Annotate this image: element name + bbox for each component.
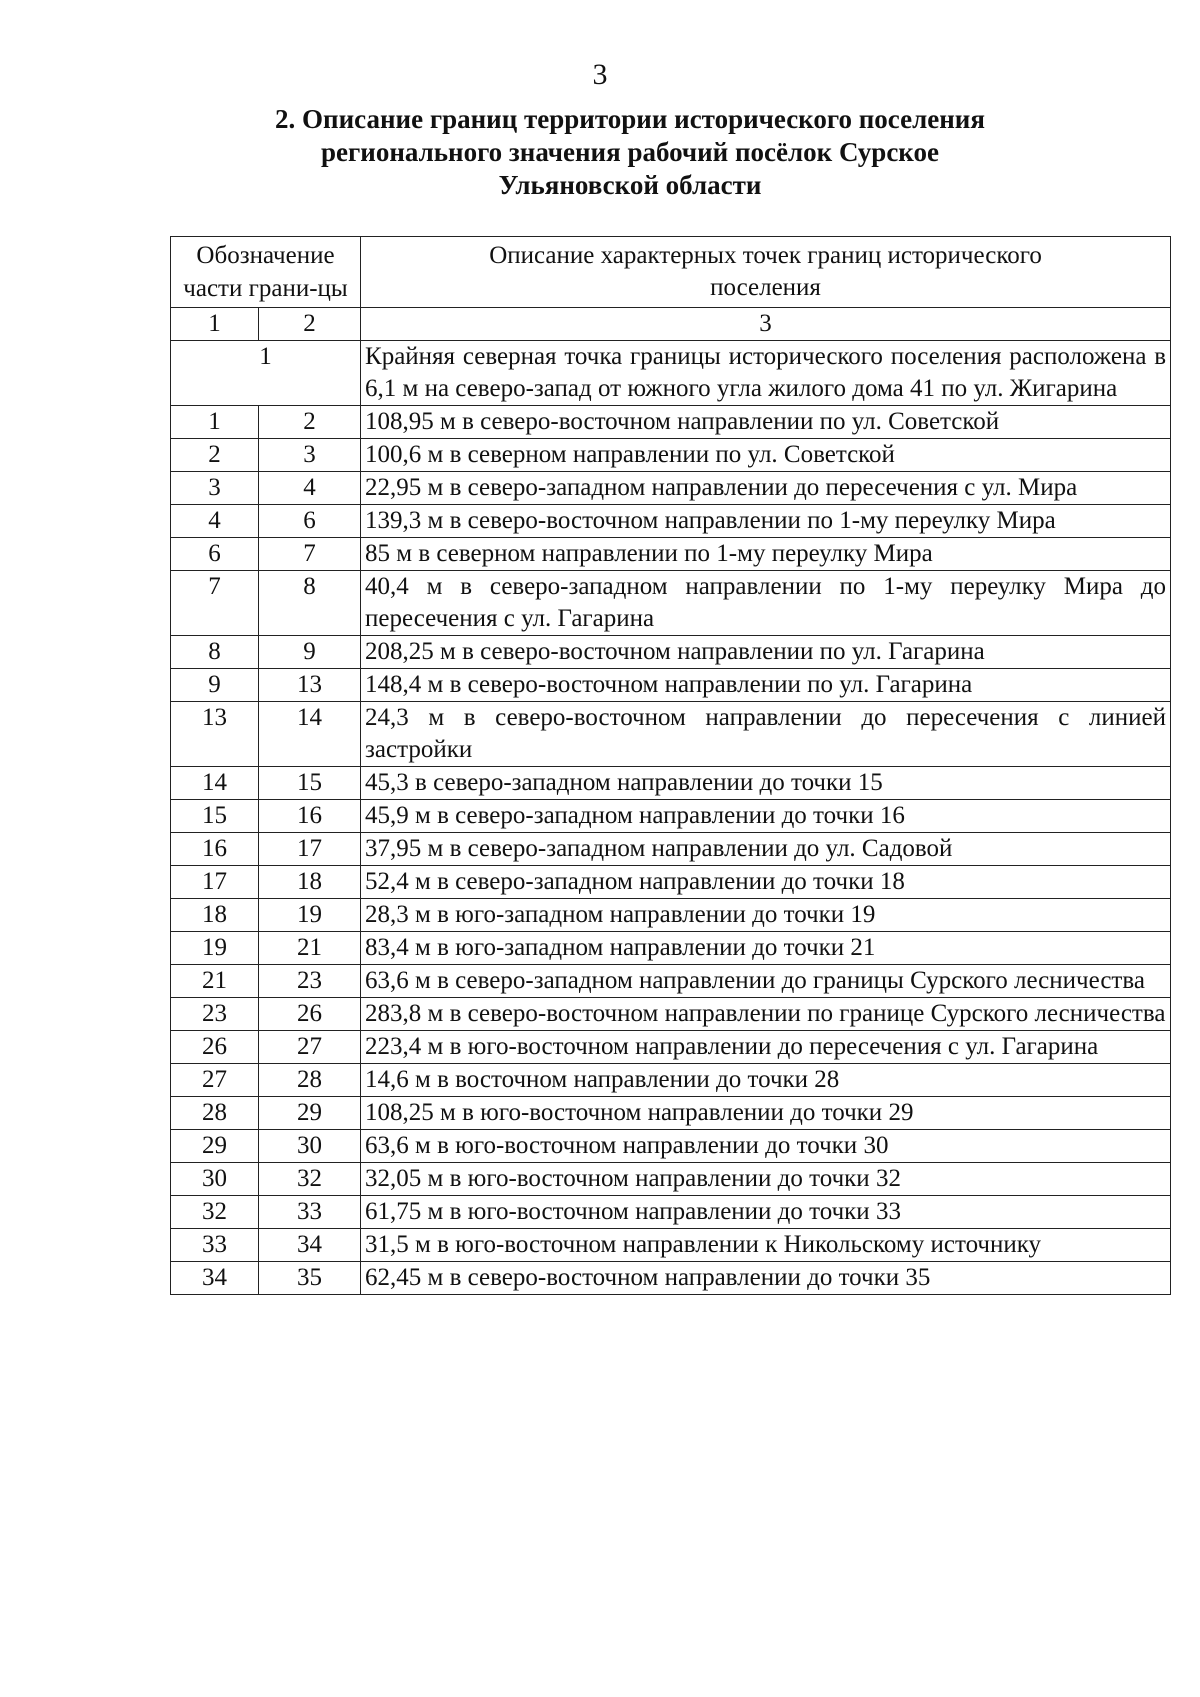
from-point: 27	[171, 1064, 259, 1097]
to-point: 9	[259, 636, 361, 669]
from-point: 14	[171, 767, 259, 800]
column-number: 3	[361, 308, 1171, 341]
segment-description: 85 м в северном направлении по 1-му переулку Мира	[361, 538, 1171, 571]
start-point-row	[171, 341, 1171, 406]
segment-description: 40,4 м в северо-западном направлении по 1-му переулку Мира до пересечения с ул. Гагарина	[361, 571, 1171, 636]
segment-description: 22,95 м в северо-западном направлении до пересечения с ул. Мира	[361, 472, 1171, 505]
to-point: 29	[259, 1097, 361, 1130]
from-point: 15	[171, 800, 259, 833]
table-row	[171, 669, 1171, 702]
segment-description: 63,6 м в юго-восточном направлении до точки 30	[361, 1130, 1171, 1163]
to-point: 19	[259, 899, 361, 932]
to-point: 21	[259, 932, 361, 965]
to-point: 32	[259, 1163, 361, 1196]
segment-description: 61,75 м в юго-восточном направлении до точки 33	[361, 1196, 1171, 1229]
table-row	[171, 932, 1171, 965]
from-point: 17	[171, 866, 259, 899]
to-point: 8	[259, 571, 361, 636]
column-numbers-row	[171, 308, 1171, 341]
table-row	[171, 1130, 1171, 1163]
to-point: 6	[259, 505, 361, 538]
to-point: 34	[259, 1229, 361, 1262]
table-row	[171, 1097, 1171, 1130]
boundary-points-table	[170, 236, 1171, 1295]
table-row	[171, 505, 1171, 538]
table-row	[171, 866, 1171, 899]
segment-description: 28,3 м в юго-западном направлении до точки 19	[361, 899, 1171, 932]
table-row	[171, 571, 1171, 636]
table-row	[171, 439, 1171, 472]
to-point: 35	[259, 1262, 361, 1295]
from-point: 18	[171, 899, 259, 932]
segment-description: 83,4 м в юго-западном направлении до точки 21	[361, 932, 1171, 965]
from-point: 3	[171, 472, 259, 505]
table-row	[171, 472, 1171, 505]
title-line: 2. Описание границ территории исторического поселения	[275, 104, 985, 134]
segment-description: 24,3 м в северо-восточном направлении до пересечения с линией застройки	[361, 702, 1171, 767]
segment-description: 108,95 м в северо-восточном направлении по ул. Советской	[361, 406, 1171, 439]
table-row	[171, 1229, 1171, 1262]
segment-description: 139,3 м в северо-восточном направлении по 1-му переулку Мира	[361, 505, 1171, 538]
segment-description: 37,95 м в северо-западном направлении до ул. Садовой	[361, 833, 1171, 866]
from-point: 19	[171, 932, 259, 965]
table-row	[171, 998, 1171, 1031]
to-point: 23	[259, 965, 361, 998]
from-point: 23	[171, 998, 259, 1031]
from-point: 21	[171, 965, 259, 998]
column-number: 1	[171, 308, 259, 341]
to-point: 17	[259, 833, 361, 866]
from-point: 16	[171, 833, 259, 866]
segment-description: 63,6 м в северо-западном направлении до границы Сурского лесничества	[361, 965, 1171, 998]
to-point: 26	[259, 998, 361, 1031]
to-point: 13	[259, 669, 361, 702]
segment-description: 52,4 м в северо-западном направлении до точки 18	[361, 866, 1171, 899]
to-point: 28	[259, 1064, 361, 1097]
from-point: 1	[171, 406, 259, 439]
to-point: 2	[259, 406, 361, 439]
title-line: регионального значения рабочий посёлок Сурское	[321, 137, 939, 167]
from-point: 26	[171, 1031, 259, 1064]
table-row	[171, 899, 1171, 932]
to-point: 7	[259, 538, 361, 571]
from-point: 13	[171, 702, 259, 767]
table-row	[171, 406, 1171, 439]
page-number: 3	[592, 58, 608, 91]
segment-description: 208,25 м в северо-восточном направлении по ул. Гагарина	[361, 636, 1171, 669]
segment-description: 32,05 м в юго-восточном направлении до точки 32	[361, 1163, 1171, 1196]
segment-description: 100,6 м в северном направлении по ул. Советской	[361, 439, 1171, 472]
table-row	[171, 636, 1171, 669]
table-row	[171, 965, 1171, 998]
table-row	[171, 1196, 1171, 1229]
start-point-description: Крайняя северная точка границы исторического поселения расположена в 6,1 м на северо-запад от южного угла жилого дома 41 по ул. Жигарина	[361, 341, 1171, 406]
to-point: 30	[259, 1130, 361, 1163]
segment-description: 62,45 м в северо-восточном направлении до точки 35	[361, 1262, 1171, 1295]
from-point: 8	[171, 636, 259, 669]
to-point: 27	[259, 1031, 361, 1064]
to-point: 4	[259, 472, 361, 505]
column-number: 2	[259, 308, 361, 341]
from-point: 29	[171, 1130, 259, 1163]
to-point: 16	[259, 800, 361, 833]
table-row	[171, 702, 1171, 767]
table-row	[171, 1262, 1171, 1295]
segment-description: 148,4 м в северо-восточном направлении по ул. Гагарина	[361, 669, 1171, 702]
table-header-row	[171, 237, 1171, 308]
from-point: 6	[171, 538, 259, 571]
table-row	[171, 767, 1171, 800]
from-point: 33	[171, 1229, 259, 1262]
to-point: 15	[259, 767, 361, 800]
from-point: 7	[171, 571, 259, 636]
segment-description: 45,3 в северо-западном направлении до точки 15	[361, 767, 1171, 800]
segment-description: 14,6 м в восточном направлении до точки 28	[361, 1064, 1171, 1097]
to-point: 14	[259, 702, 361, 767]
segment-description: 45,9 м в северо-западном направлении до точки 16	[361, 800, 1171, 833]
document-title	[180, 103, 1080, 202]
segment-description: 108,25 м в юго-восточном направлении до точки 29	[361, 1097, 1171, 1130]
table-row	[171, 800, 1171, 833]
from-point: 9	[171, 669, 259, 702]
start-point-number: 1	[171, 341, 361, 406]
from-point: 32	[171, 1196, 259, 1229]
table-row	[171, 1031, 1171, 1064]
header-description: Описание характерных точек границ исторического поселения	[361, 237, 1171, 308]
segment-description: 283,8 м в северо-восточном направлении по границе Сурского лесничества	[361, 998, 1171, 1031]
table-row	[171, 1163, 1171, 1196]
to-point: 33	[259, 1196, 361, 1229]
segment-description: 31,5 м в юго-восточном направлении к Никольскому источнику	[361, 1229, 1171, 1262]
table-row	[171, 833, 1171, 866]
from-point: 28	[171, 1097, 259, 1130]
title-line: Ульяновской области	[498, 170, 762, 200]
from-point: 34	[171, 1262, 259, 1295]
from-point: 30	[171, 1163, 259, 1196]
table-row	[171, 1064, 1171, 1097]
header-boundary-part: Обозначение части грани-цы	[171, 237, 361, 308]
table-row	[171, 538, 1171, 571]
from-point: 4	[171, 505, 259, 538]
from-point: 2	[171, 439, 259, 472]
segment-description: 223,4 м в юго-восточном направлении до пересечения с ул. Гагарина	[361, 1031, 1171, 1064]
to-point: 18	[259, 866, 361, 899]
to-point: 3	[259, 439, 361, 472]
